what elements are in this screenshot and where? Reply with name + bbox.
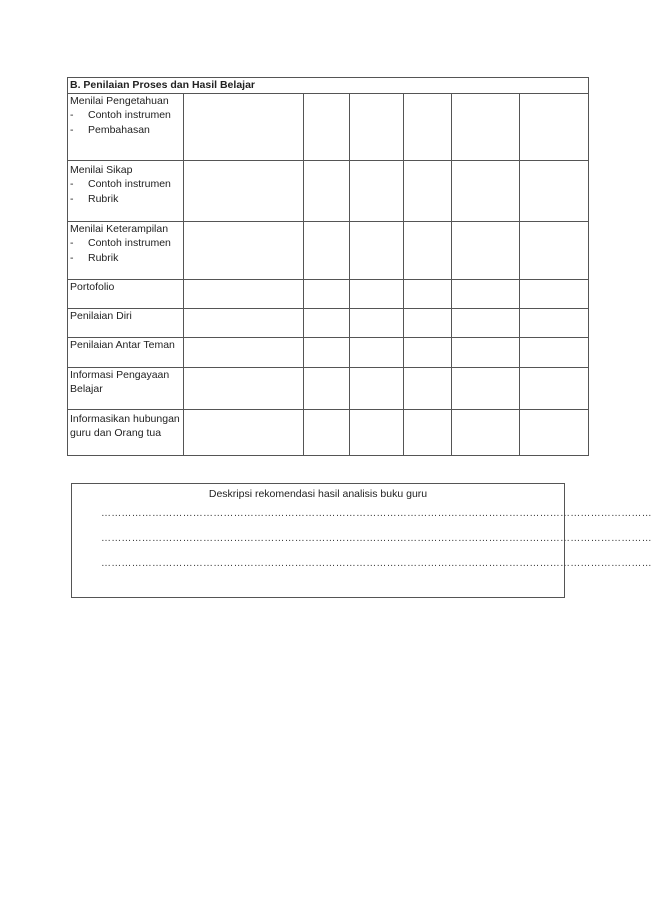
row-label: Menilai Keterampilan - Contoh instrumen - Rubrik (68, 221, 184, 279)
table-cell (452, 160, 520, 221)
table-cell (452, 337, 520, 367)
table-cell (184, 279, 304, 308)
assessment-table (67, 77, 589, 456)
dotted-line: ……………………………………………………………………………………………………………………………………………… (101, 508, 652, 519)
table-cell (404, 308, 452, 337)
table-cell (404, 279, 452, 308)
table-row (68, 409, 589, 455)
row-label: Menilai Pengetahuan - Contoh instrumen - Pembahasan (68, 93, 184, 160)
table-row (68, 93, 589, 160)
table-cell (184, 221, 304, 279)
table-cell (350, 409, 404, 455)
table-cell (452, 409, 520, 455)
table-cell (350, 160, 404, 221)
row-label: Portofolio (68, 279, 184, 308)
table-cell (304, 221, 350, 279)
table-cell (304, 308, 350, 337)
row-label: Informasikan hubungan guru dan Orang tua (68, 409, 184, 455)
table-cell (304, 337, 350, 367)
table-cell (404, 337, 452, 367)
table-cell (520, 367, 589, 409)
list-item: - Rubrik (70, 192, 119, 205)
table-cell (350, 308, 404, 337)
list-item: - Pembahasan (70, 123, 150, 136)
table-cell (520, 93, 589, 160)
section-title: B. Penilaian Proses dan Hasil Belajar (68, 78, 589, 94)
table-cell (350, 337, 404, 367)
table-cell (520, 337, 589, 367)
table-cell (404, 367, 452, 409)
table-cell (304, 93, 350, 160)
table-cell (404, 160, 452, 221)
row-label: Penilaian Diri (68, 308, 184, 337)
table-row (68, 337, 589, 367)
table-header-row (68, 78, 589, 94)
list-item: - Contoh instrumen (70, 237, 171, 249)
table-cell (304, 367, 350, 409)
table-cell (520, 308, 589, 337)
table-cell (452, 93, 520, 160)
table-cell (304, 409, 350, 455)
table-cell (452, 221, 520, 279)
table-cell (184, 160, 304, 221)
table-row (68, 160, 589, 221)
table-cell (520, 409, 589, 455)
description-box (71, 483, 652, 598)
table-cell (452, 308, 520, 337)
table-cell (350, 221, 404, 279)
table-cell (520, 160, 589, 221)
table-cell (184, 308, 304, 337)
table-cell (350, 367, 404, 409)
list-item: - Contoh instrumen (70, 109, 171, 121)
row-label: Penilaian Antar Teman (68, 337, 184, 367)
table-cell (184, 93, 304, 160)
table-cell (350, 93, 404, 160)
table-cell (520, 279, 589, 308)
table-cell (404, 409, 452, 455)
list-item: - Rubrik (70, 251, 119, 264)
table-row (68, 279, 589, 308)
table-cell (184, 409, 304, 455)
description-title: Deskripsi rekomendasi hasil analisis buku guru (208, 488, 428, 500)
table-row (68, 308, 589, 337)
table-cell (184, 337, 304, 367)
table-cell (452, 367, 520, 409)
table-cell (404, 221, 452, 279)
table-cell (350, 279, 404, 308)
table-row (68, 221, 589, 279)
table-cell (452, 279, 520, 308)
table-row (68, 367, 589, 409)
row-label: Informasi Pengayaan Belajar (68, 367, 184, 409)
list-item: - Contoh instrumen (70, 178, 171, 190)
table-cell (404, 93, 452, 160)
row-label: Menilai Sikap - Contoh instrumen - Rubrik (68, 160, 184, 221)
dotted-line: ……………………………………………………………………………………………………………………………………………… (101, 533, 652, 544)
table-cell (304, 160, 350, 221)
dotted-line: ……………………………………………………………………………………………………………………………………………… (101, 558, 652, 569)
table-cell (520, 221, 589, 279)
table-cell (304, 279, 350, 308)
table-cell (184, 367, 304, 409)
